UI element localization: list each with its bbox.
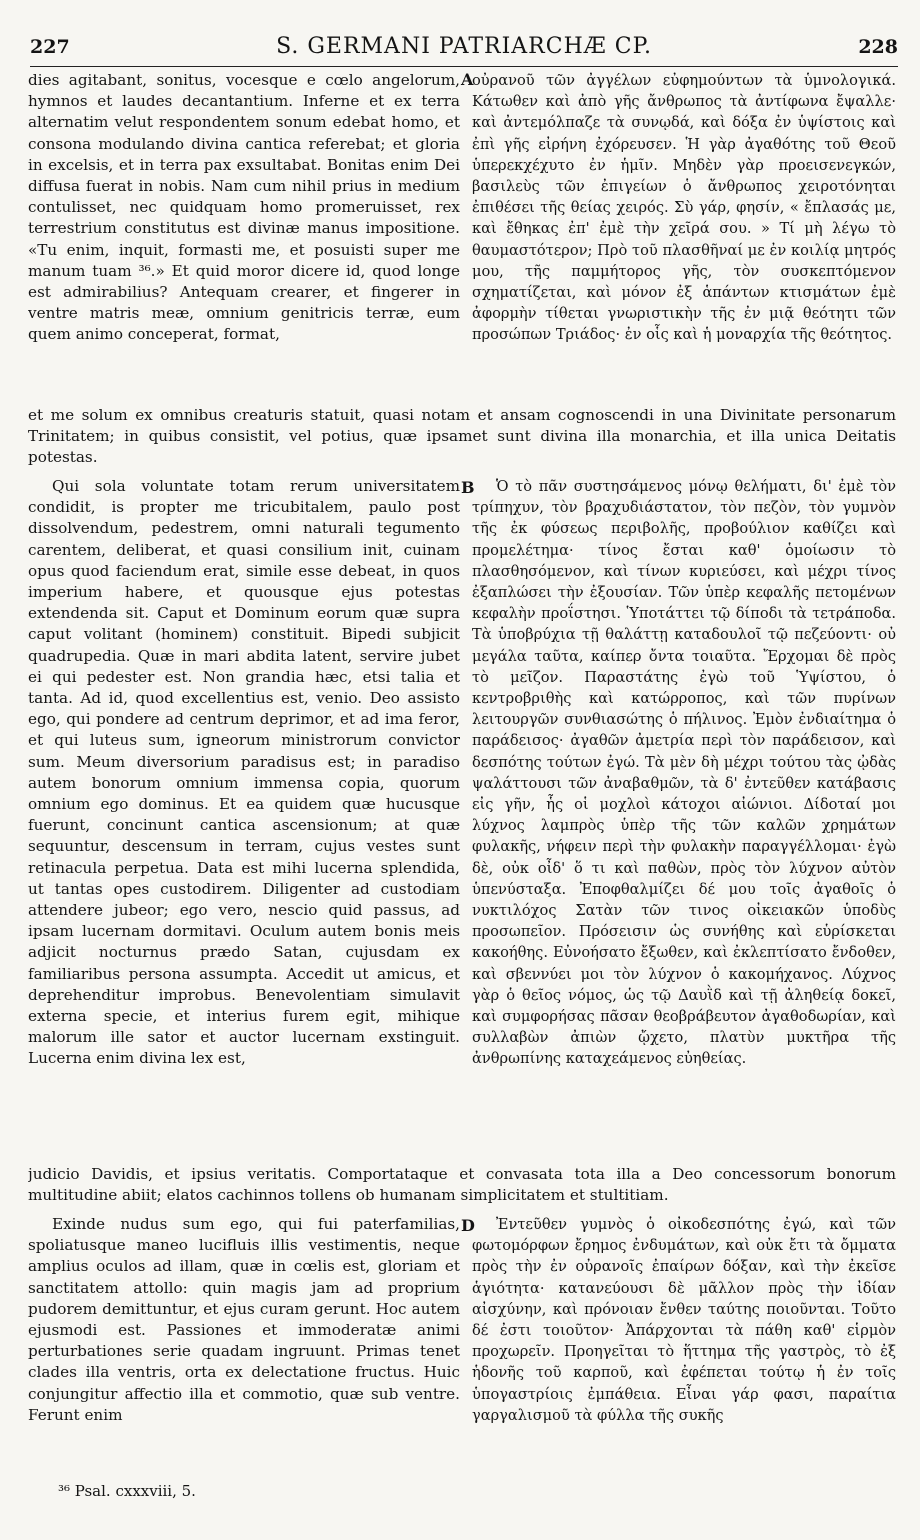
full-width-text-section-1: et me solum ex omnibus creaturis statuit, quasi notam et ansam cognoscendi in una Divinitate personarum Trinitatem; in quibus consistit, vel potius, quæ ipsamet sunt divina illa monarchia, et illa unica Deitatis potestas. xyxy=(28,406,896,467)
latin-column-section-2: Qui sola voluntate totam rerum universitatem condidit, is propter me tricubitalem, paulo post dissolvendum, pedestrem, omni naturali tegumento carentem, deliberat, et quasi consilium init, cuinam opus quod faciendum erat, simile esse debeat, in quos imperium habere, et quousque ejus potestas extendenda sit. Caput et Dominum eorum quæ supra caput volitant (hominem) constituit. Bipedi subjicit quadrupedia. Quæ in mari abdita latent, servire jubet ei qui pedester est. Non grandia hæc, etsi talia et tanta. Ad id, quod excellentius est, venio. Deo assisto ego, qui pondere ad centrum deprimor, et ad ima feror, et qui luteus sum, igneorum ministrorum convictor sum. Meum diversorium paradisus est; in paradiso autem bonorum omnium immensa copia, quorum omnium ego dominus. Et ea quidem quæ hucusque fuerunt, concinunt cantica ascensionum; at quæ sequuntur, descensum in terram, cujus vestes sunt retinacula perpetua. Data est mihi lucerna splendida, ut tantas opes custodirem. Diligenter ad custodiam attendere jubeor; ego vero, nescio quid passus, ad ipsam lucernam dormitavi. Oculum autem bonis meis adjicit nocturnus prædo Satan, cujusdam ex familiaribus persona assumpta. Accedit ut amicus, et deprehenditur improbus. Benevolentiam simulavit externa specie, et interius furem egit, mihique malorum ille sator et auctor lucernam exstinguit. Lucerna enim divina lex est, xyxy=(28,477,460,1068)
page-header xyxy=(30,34,898,64)
latin-column-section-1: dies agitabant, sonitus, vocesque e cœlo angelorum, hymnos et laudes decantantium. Inferne et ex terra alternatim velut respondentem sonum edebat homo, et consona modulando divina cantica referebat; et gloria in excelsis, et in terra pax exsultabat. Bonitas enim Dei diffusa fuerat in nobis. Nam cum nihil prius in medium contulisset, nec quidquam homo promeruisset, rex terrestrium constitutus est divinæ manus impositione. «Tu enim, inquit, formasti me, et posuisti super me manum tuam ³⁶.» Et quid moror dicere id, quod longe est admirabilius? Antequam crearer, et fingerer in ventre matris meæ, omnium genitricis terræ, eum quem animo conceperat, format, xyxy=(28,71,460,344)
margin-marker-d: D xyxy=(461,1216,475,1235)
full-width-text-section-2: judicio Davidis, et ipsius veritatis. Comportataque et convasata tota illa a Deo concessorum bonorum multitudine abiit; elatos cachinnos tollens ob humanam simplicitatem et stultitiam. xyxy=(28,1165,896,1205)
footnote: ³⁶ Psal. cxxxviii, 5. xyxy=(58,1482,196,1500)
page-number-right: 228 xyxy=(858,36,898,58)
margin-marker-b: B xyxy=(461,478,475,497)
header-rule xyxy=(30,66,898,67)
running-title: S. GERMANI PATRIARCHÆ CP. xyxy=(276,34,652,59)
greek-column-section-1: οὐρανοῦ τῶν ἀγγέλων εὐφημούντων τὰ ὑμνολογικά. Κάτωθεν καὶ ἀπὸ γῆς ἄνθρωπος τὰ ἀντίφωνα ἔψαλλε· καὶ ἀντεμόλπαζε τὰ συνῳδά, καὶ δόξα ἐν ὑψίστοις καὶ ἐπὶ γῆς εἰρήνη ἐχόρευσεν. Ἡ γὰρ ἀγαθότης τοῦ Θεοῦ ὑπερεκχέχυτο ἐν ἡμῖν. Μηδὲν γὰρ προεισενεγκών, βασιλεὺς τῶν ἐπιγείων ὁ ἄνθρωπος χειροτόνηται ἐπιθέσει τῆς θείας χειρός. Σὺ γάρ, φησίν, « ἔπλασάς με, καὶ ἔθηκας ἐπ' ἐμὲ τὴν χεῖρά σου. » Τί μὴ λέγω τὸ θαυμαστότερον; Πρὸ τοῦ πλασθῆναί με ἐν κοιλίᾳ μητρός μου, τῆς παμμήτορος γῆς, τὸν συσκεπτόμενον σχηματίζεται, καὶ μόνον ἐξ ἁπάντων κτισμάτων ἐμὲ ἀφορμὴν τίθεται γνωριστικὴν τῆς ἐν μιᾷ θεότητι τῶν προσώπων Τριάδος· ἐν οἷς καὶ ἡ μοναρχία τῆς θεότητος. xyxy=(472,72,896,344)
greek-column-section-2: Ὁ τὸ πᾶν συστησάμενος μόνῳ θελήματι, δι' ἐμὲ τὸν τρίπηχυν, τὸν βραχυδιάστατον, τὸν πεζὸν, τὸν γυμνὸν τῆς ἐκ φύσεως περιβολῆς, προβούλιον καθίζει καὶ προμελέτημα· τίνος ἔσται καθ' ὁμοίωσιν τὸ πλασθησόμενον, καὶ τίνων κυριεύσει, καὶ μέχρι τίνος ἐξαπλώσει τὴν ἐξουσίαν. Τῶν ὑπὲρ κεφαλῆς πετομένων κεφαλὴν προΐστησι. Ὑποτάττει τῷ δίποδι τὰ τετράποδα. Τὰ ὑποβρύχια τῇ θαλάττῃ καταδουλοῖ τῷ πεζεύοντι· οὐ μεγάλα ταῦτα, καίπερ ὄντα τοιαῦτα. Ἔρχομαι δὲ πρὸς τὸ μεῖζον. Παραστάτης ἐγὼ τοῦ Ὑψίστου, ὁ κεντροβριθὴς καὶ κατώρροπος, καὶ τῶν πυρίνων λειτουργῶν συνθιασώτης ὁ πήλινος. Ἐμὸν ἐνδιαίτημα ὁ παράδεισος· ἀγαθῶν ἀμετρία περὶ τὸν παράδεισον, καὶ δεσπότης τούτων ἐγώ. Τὰ μὲν δὴ μέχρι τούτου τὰς ᾠδὰς ψαλάττουσι τῶν ἀναβαθμῶν, τὰ δ' ἐντεῦθεν κατάβασις εἰς γῆν, ἧς οἱ μοχλοὶ κάτοχοι αἰώνιοι. Δίδοταί μοι λύχνος λαμπρὸς ὑπὲρ τῆς τῶν καλῶν χρημάτων φυλακῆς, νήφειν περὶ τὴν φυλακὴν παραγγέλλομαι· ἐγὼ δὲ, οὐκ οἶδ' ὅ τι καὶ παθὼν, πρὸς τὸν λύχνον αὐτὸν ὑπενύσταξα. Ἐποφθαλμίζει δέ μου τοῖς ἀγαθοῖς ὁ νυκτιλόχος Σατὰν τῶν τινος οἰκειακῶν ὑποδὺς προσωπεῖον. Πρόσεισιν ὡς συνήθης καὶ εὑρίσκεται κακοήθης. Εὐνοήσατο ἔξωθεν, καὶ ἐκλεπτίσατο ἔνδοθεν, καὶ σβεννύει μοι τὸν λύχνον ὁ κακομήχανος. Λύχνος γὰρ ὁ θεῖος νόμος, ὡς τῷ Δαυῒδ καὶ τῇ ἀληθείᾳ δοκεῖ, καὶ συμφορήσας πᾶσαν θεοβράβευτον ἀγαθοδωρίαν, καὶ συλλαβὼν ἀπιὼν ᾤχετο, πλατὺν μυκτῆρα τῆς ἀνθρωπίνης καταχεάμενος εὐηθείας. xyxy=(472,478,896,1068)
greek-column-section-3: Ἐντεῦθεν γυμνὸς ὁ οἰκοδεσπότης ἐγώ, καὶ τῶν φωτομόρφων ἔρημος ἐνδυμάτων, καὶ οὐκ ἔτι τὰ ὄμματα πρὸς τὴν ἐν οὐρανοῖς ἐπαίρων δόξαν, καὶ τὴν ἐκεῖσε ἁγιότητα· κατανεύουσι δὲ μᾶλλον πρὸς τὴν ἰδίαν αἰσχύνην, καὶ πρόνοιαν ἔνθεν ταύτης ποιοῦνται. Τοῦτο δέ ἐστι τοιοῦτον· Ἀπάρχονται τὰ πάθη καθ' εἱρμὸν προχωρεῖν. Προηγεῖται τὸ ἥττημα τῆς γαστρὸς, τὸ ἐξ ἡδονῆς τοῦ καρποῦ, καὶ ἐφέπεται τούτῳ ἡ ἐν τοῖς ὑπογαστρίοις ἐμπάθεια. Εἶναι γάρ φασι, παραίτια γαργαλισμοῦ τὰ φύλλα τῆς συκῆς xyxy=(472,1216,896,1424)
latin-column-section-3: Exinde nudus sum ego, qui fui paterfamilias, spoliatusque maneo lucifluis illis vestimentis, neque amplius oculos ad illam, quæ in cœlis est, gloriam et sanctitatem attollo: quin magis jam ad proprium pudorem demittuntur, et ejus curam gerunt. Hoc autem ejusmodi est. Passiones et immoderatæ animi perturbationes serie quadam ingruunt. Primas tenet clades illa ventris, orta ex delectatione fructus. Huic conjungitur affectio illa et commotio, quæ sub ventre. Ferunt enim xyxy=(28,1215,460,1424)
page-number-left: 227 xyxy=(30,36,70,58)
margin-marker-a: A xyxy=(461,70,474,89)
